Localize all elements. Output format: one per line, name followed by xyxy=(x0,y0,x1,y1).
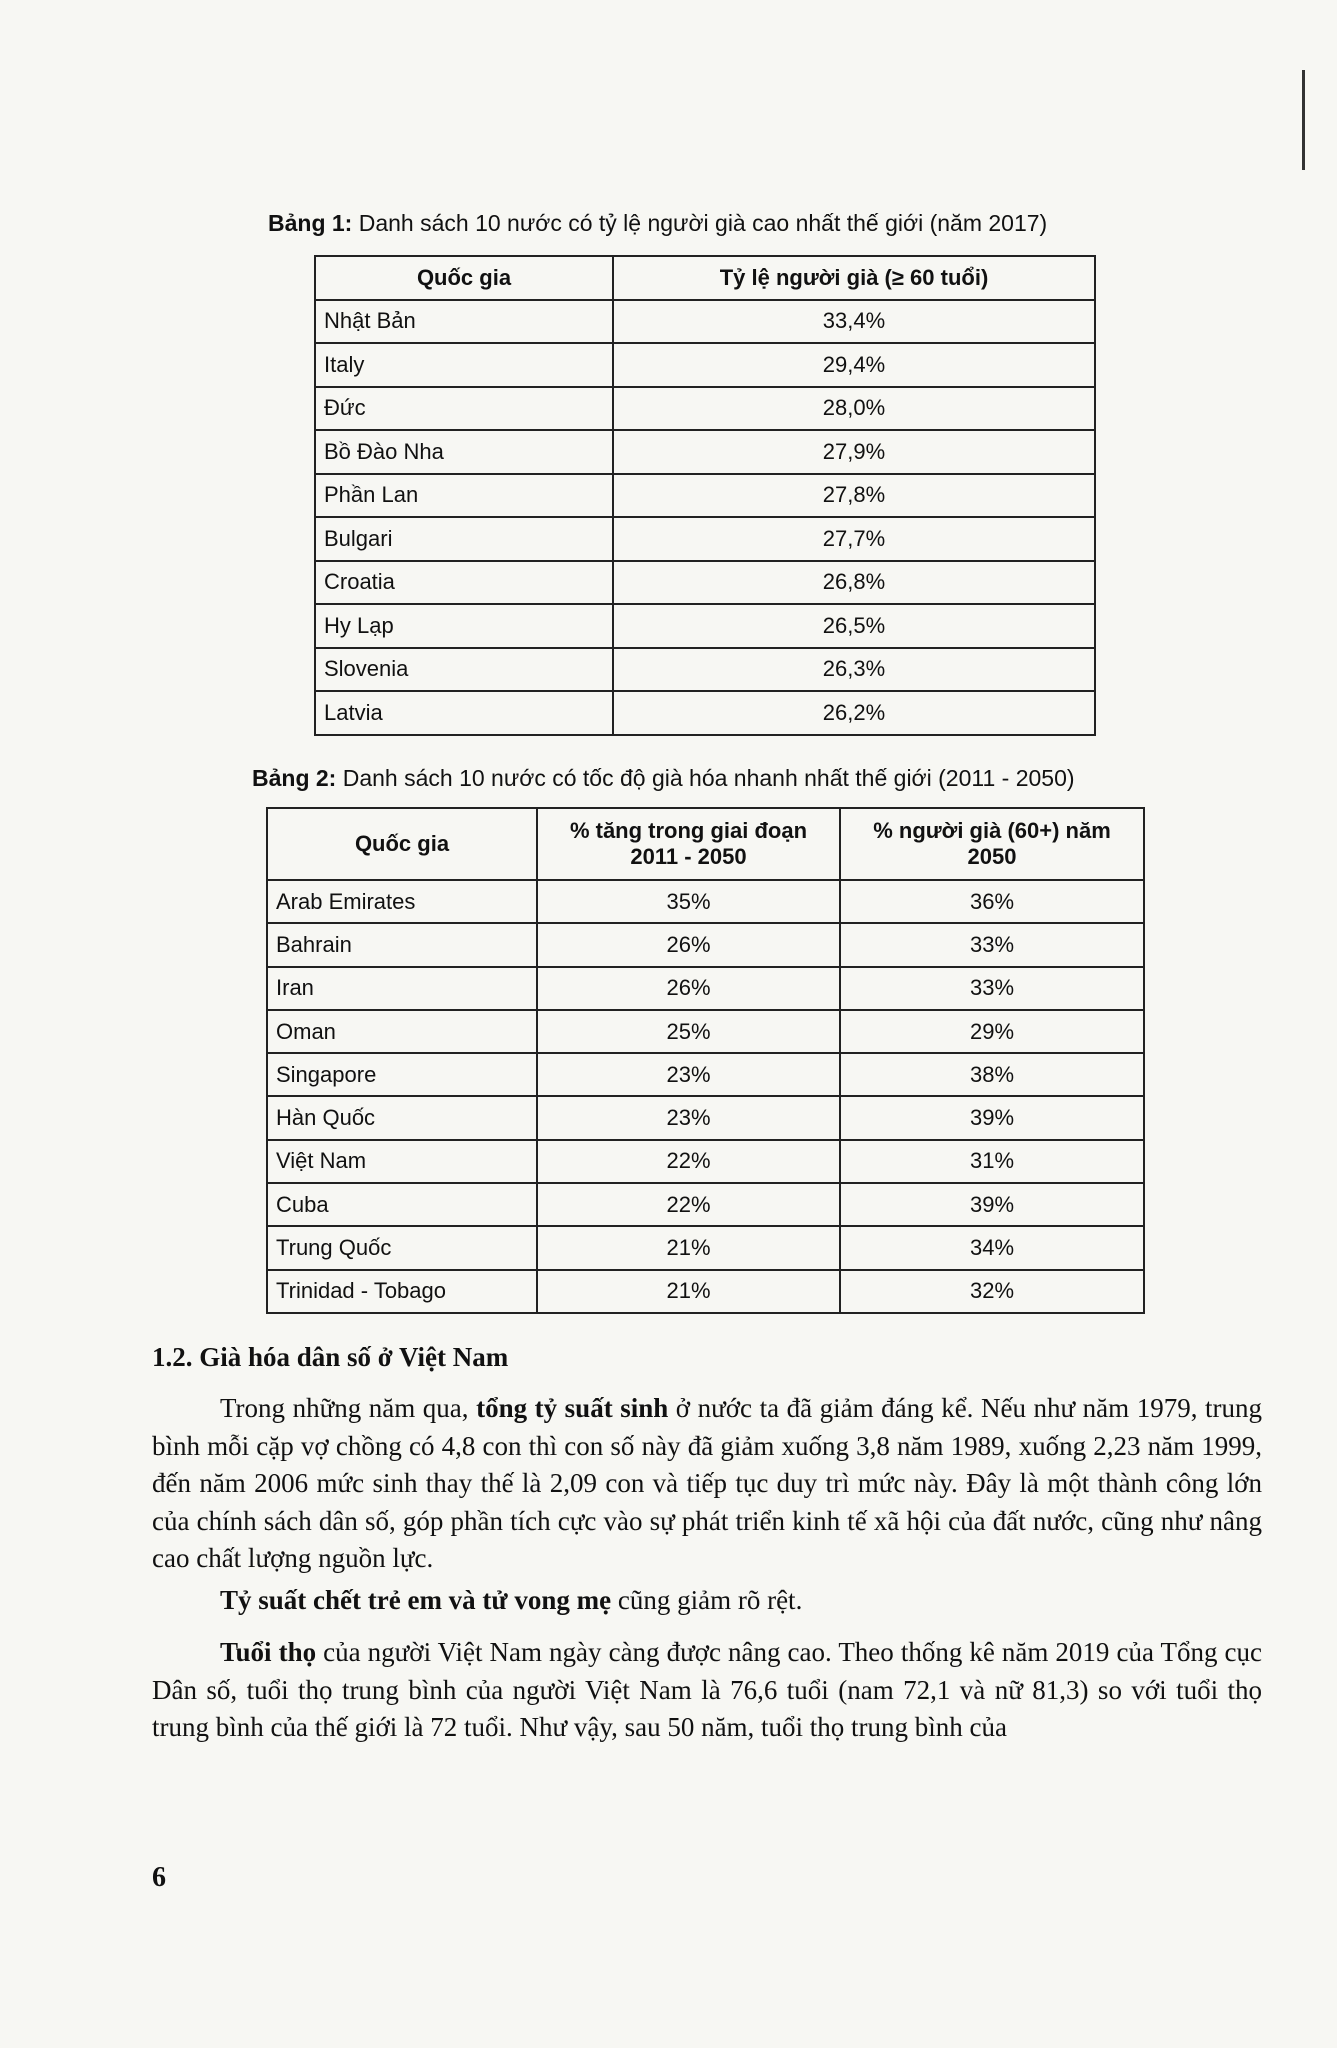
section-heading: 1.2. Già hóa dân số ở Việt Nam xyxy=(152,1342,509,1372)
table2-country-cell: Arab Emirates xyxy=(267,880,537,923)
table2-elderly-cell: 39% xyxy=(840,1096,1144,1139)
paragraph-fertility xyxy=(152,1390,1262,1578)
table1-header-country: Quốc gia xyxy=(315,256,613,300)
table-row xyxy=(267,1096,1144,1139)
table2-elderly-cell: 29% xyxy=(840,1010,1144,1053)
table-row xyxy=(267,1270,1144,1313)
table-row xyxy=(315,604,1095,648)
table2-country-cell: Cuba xyxy=(267,1183,537,1226)
table1-country-cell: Đức xyxy=(315,387,613,431)
table2-country-cell: Trung Quốc xyxy=(267,1226,537,1269)
table2-country-cell: Trinidad - Tobago xyxy=(267,1270,537,1313)
table1-country-cell: Bồ Đào Nha xyxy=(315,430,613,474)
table2-country-cell: Iran xyxy=(267,967,537,1010)
table2-country-cell: Oman xyxy=(267,1010,537,1053)
paragraph-text: cũng giảm rõ rệt. xyxy=(611,1585,803,1615)
table1-caption-text: Danh sách 10 nước có tỷ lệ người già cao nhất thế giới (năm 2017) xyxy=(352,210,1048,236)
table-row xyxy=(315,343,1095,387)
table-row xyxy=(267,1226,1144,1269)
table-row xyxy=(315,648,1095,692)
table2-country-cell: Singapore xyxy=(267,1053,537,1096)
paragraph-life-expectancy xyxy=(152,1634,1262,1747)
table2-elderly-cell: 39% xyxy=(840,1183,1144,1226)
table2-caption-text: Danh sách 10 nước có tốc độ già hóa nhanh nhất thế giới (2011 - 2050) xyxy=(336,765,1075,791)
table2-country-cell: Việt Nam xyxy=(267,1140,537,1183)
table1-header-row xyxy=(315,256,1095,300)
table2-country-cell: Hàn Quốc xyxy=(267,1096,537,1139)
table-row xyxy=(267,1053,1144,1096)
table-row xyxy=(315,474,1095,518)
table2-elderly-cell: 38% xyxy=(840,1053,1144,1096)
table1-country-cell: Croatia xyxy=(315,561,613,605)
paragraph-text: ở nước ta đã giảm đáng kể. Nếu như năm 1979, trung bình mỗi cặp vợ chồng có 4,8 con thì con số này đã giảm xuống 3,8 năm 1989, xuống 2,23 năm 1999, đến năm 2006 mức sinh thay thế là 2,09 con và tiếp tục duy trì mức này. Đây là một thành công lớn của chính sách dân số, góp phần tích cực vào sự phát triển kinh tế xã hội của đất nước, cũng như nâng cao chất lượng nguồn lực. xyxy=(152,1393,1262,1573)
table2-increase-cell: 35% xyxy=(537,880,840,923)
table1-ratio-cell: 28,0% xyxy=(613,387,1095,431)
table-row xyxy=(267,1183,1144,1226)
table2-increase-cell: 23% xyxy=(537,1096,840,1139)
table2 xyxy=(266,807,1145,1314)
table1-header-ratio: Tỷ lệ người già (≥ 60 tuổi) xyxy=(613,256,1095,300)
table1-country-cell: Italy xyxy=(315,343,613,387)
table1-ratio-cell: 27,7% xyxy=(613,517,1095,561)
table2-increase-cell: 22% xyxy=(537,1140,840,1183)
table1-ratio-cell: 26,3% xyxy=(613,648,1095,692)
table2-header-elderly-2050: % người già (60+) năm 2050 xyxy=(840,808,1144,880)
table2-elderly-cell: 36% xyxy=(840,880,1144,923)
table-row xyxy=(315,691,1095,735)
table1-caption xyxy=(268,210,1047,237)
paragraph-text: Trong những năm qua, xyxy=(220,1393,477,1423)
table-row xyxy=(267,967,1144,1010)
table2-increase-cell: 26% xyxy=(537,967,840,1010)
table2-caption xyxy=(252,765,1075,792)
table-row xyxy=(315,561,1095,605)
scan-edge-line xyxy=(1302,70,1305,170)
table2-country-cell: Bahrain xyxy=(267,923,537,966)
table-row xyxy=(267,1140,1144,1183)
paragraph-bold-term: Tuổi thọ xyxy=(220,1637,317,1667)
paragraph-bold-term: Tỷ suất chết trẻ em và tử vong mẹ xyxy=(220,1585,612,1615)
table1-ratio-cell: 26,2% xyxy=(613,691,1095,735)
page-number: 6 xyxy=(152,1862,166,1893)
table1-country-cell: Latvia xyxy=(315,691,613,735)
table2-elderly-cell: 32% xyxy=(840,1270,1144,1313)
table2-increase-cell: 21% xyxy=(537,1226,840,1269)
paragraph-text: của người Việt Nam ngày càng được nâng cao. Theo thống kê năm 2019 của Tổng cục Dân số, tuổi thọ trung bình của người Việt Nam là 76,6 tuổi (nam 72,1 và nữ 81,3) so với tuổi thọ trung bình của thế giới là 72 tuổi. Như vậy, sau 50 năm, tuổi thọ trung bình của xyxy=(152,1637,1262,1742)
table2-increase-cell: 26% xyxy=(537,923,840,966)
table1-ratio-cell: 26,8% xyxy=(613,561,1095,605)
table2-increase-cell: 23% xyxy=(537,1053,840,1096)
table1-ratio-cell: 33,4% xyxy=(613,300,1095,344)
table1-country-cell: Nhật Bản xyxy=(315,300,613,344)
table2-elderly-cell: 34% xyxy=(840,1226,1144,1269)
table-row xyxy=(267,880,1144,923)
table1-country-cell: Bulgari xyxy=(315,517,613,561)
table1-ratio-cell: 27,8% xyxy=(613,474,1095,518)
table-row xyxy=(315,300,1095,344)
table2-header-increase: % tăng trong giai đoạn 2011 - 2050 xyxy=(537,808,840,880)
table-row xyxy=(315,387,1095,431)
table1-country-cell: Phần Lan xyxy=(315,474,613,518)
table-row xyxy=(315,517,1095,561)
table2-increase-cell: 21% xyxy=(537,1270,840,1313)
table2-elderly-cell: 33% xyxy=(840,967,1144,1010)
table1-caption-label: Bảng 1: xyxy=(268,210,353,236)
table2-header-row xyxy=(267,808,1144,880)
table1-ratio-cell: 26,5% xyxy=(613,604,1095,648)
table2-elderly-cell: 33% xyxy=(840,923,1144,966)
table1-country-cell: Hy Lạp xyxy=(315,604,613,648)
table1-ratio-cell: 29,4% xyxy=(613,343,1095,387)
table1-country-cell: Slovenia xyxy=(315,648,613,692)
table-row xyxy=(315,430,1095,474)
paragraph-mortality xyxy=(152,1582,1262,1620)
paragraph-bold-term: tổng tỷ suất sinh xyxy=(476,1393,669,1423)
table2-elderly-cell: 31% xyxy=(840,1140,1144,1183)
table1-ratio-cell: 27,9% xyxy=(613,430,1095,474)
table2-caption-label: Bảng 2: xyxy=(252,765,337,791)
table2-header-country: Quốc gia xyxy=(267,808,537,880)
table-row xyxy=(267,1010,1144,1053)
table1 xyxy=(314,255,1096,736)
table2-increase-cell: 25% xyxy=(537,1010,840,1053)
table-row xyxy=(267,923,1144,966)
table2-increase-cell: 22% xyxy=(537,1183,840,1226)
